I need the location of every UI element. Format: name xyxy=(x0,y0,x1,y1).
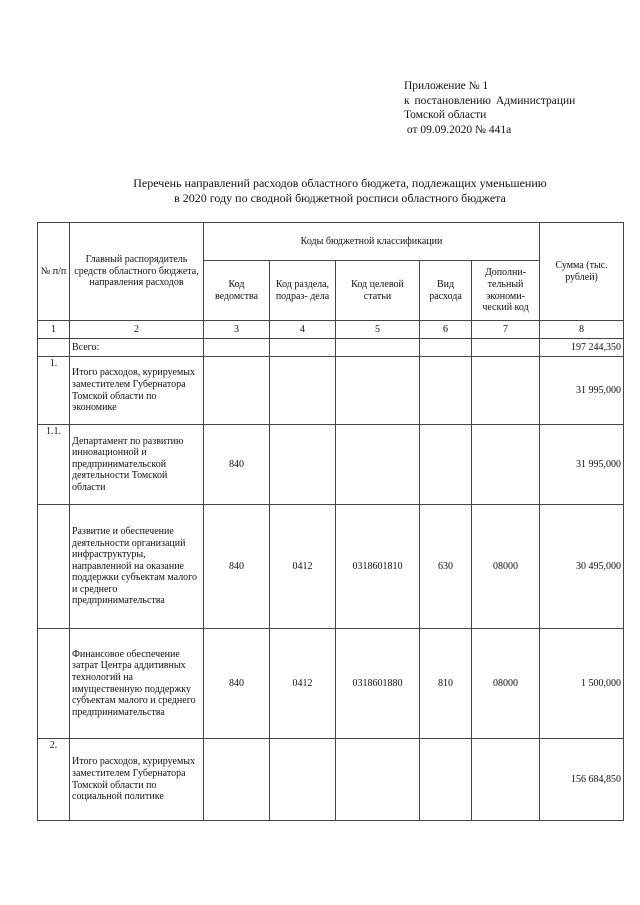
row-dept: 840 xyxy=(204,505,270,629)
header-section: Код раздела, подраз- дела xyxy=(270,261,336,321)
row-section xyxy=(270,425,336,505)
row-target xyxy=(336,357,420,425)
row-section xyxy=(270,739,336,821)
column-number-row xyxy=(38,321,624,339)
row-section: 0412 xyxy=(270,629,336,739)
header-num: № п/п xyxy=(38,223,70,321)
appendix-line: Томской области xyxy=(404,109,487,122)
empty-cell xyxy=(204,339,270,357)
row-dept xyxy=(204,357,270,425)
row-dept: 840 xyxy=(204,425,270,505)
row-extra xyxy=(472,739,540,821)
title-line: в 2020 году по сводной бюджетной росписи областного бюджета xyxy=(174,191,506,205)
appendix-block xyxy=(404,79,636,137)
title-line: Перечень направлений расходов областного бюджета, подлежащих уменьшению xyxy=(133,176,547,190)
row-kind xyxy=(420,739,472,821)
row-extra xyxy=(472,357,540,425)
row-target xyxy=(336,739,420,821)
row-sum: 31 995,000 xyxy=(540,425,624,505)
column-number: 1 xyxy=(38,321,70,339)
total-row xyxy=(38,339,624,357)
row-kind: 630 xyxy=(420,505,472,629)
row-name: Департамент по развитию инновационной и предпринимательской деятельности Томской области xyxy=(70,425,204,505)
column-number: 7 xyxy=(472,321,540,339)
row-target: 0318601880 xyxy=(336,629,420,739)
table-row xyxy=(38,357,624,425)
row-sum: 30 495,000 xyxy=(540,505,624,629)
row-dept: 840 xyxy=(204,629,270,739)
row-kind: 810 xyxy=(420,629,472,739)
column-number: 5 xyxy=(336,321,420,339)
row-name: Развитие и обеспечение деятельности организаций инфраструктуры, направленной на оказание поддержки субъектам малого и среднего предпринимательства xyxy=(70,505,204,629)
row-kind xyxy=(420,357,472,425)
empty-cell xyxy=(420,339,472,357)
appendix-line: Приложение № 1 xyxy=(404,80,489,92)
row-num xyxy=(38,505,70,629)
row-extra: 08000 xyxy=(472,505,540,629)
empty-cell xyxy=(336,339,420,357)
row-num xyxy=(38,629,70,739)
row-name: Итого расходов, курируемых заместителем Губернатора Томской области по социальной политике xyxy=(70,739,204,821)
header-dept: Код ведомства xyxy=(204,261,270,321)
appendix-line: к постановлению Администрации xyxy=(404,94,576,107)
document-title xyxy=(60,176,620,206)
row-section: 0412 xyxy=(270,505,336,629)
total-num-cell xyxy=(38,339,70,357)
total-label: Всего: xyxy=(70,339,204,357)
row-extra xyxy=(472,425,540,505)
row-sum: 156 684,850 xyxy=(540,739,624,821)
empty-cell xyxy=(270,339,336,357)
row-sum: 1 500,000 xyxy=(540,629,624,739)
header-extra: Дополни- тельный экономи- ческий код xyxy=(472,261,540,321)
header-codes: Коды бюджетной классификации xyxy=(204,223,540,261)
total-sum: 197 244,350 xyxy=(540,339,624,357)
table-row xyxy=(38,739,624,821)
expenses-table xyxy=(37,222,624,821)
table-row xyxy=(38,629,624,739)
row-num: 1.1. xyxy=(38,425,70,505)
row-kind xyxy=(420,425,472,505)
header-sum: Сумма (тыс. рублей) xyxy=(540,223,624,321)
column-number: 8 xyxy=(540,321,624,339)
row-name: Итого расходов, курируемых заместителем Губернатора Томской области по экономике xyxy=(70,357,204,425)
table-row xyxy=(38,505,624,629)
row-dept xyxy=(204,739,270,821)
row-extra: 08000 xyxy=(472,629,540,739)
row-sum: 31 995,000 xyxy=(540,357,624,425)
row-target xyxy=(336,425,420,505)
column-number: 2 xyxy=(70,321,204,339)
row-num: 1. xyxy=(38,357,70,425)
header-manager: Главный распорядитель средств областного бюджета, направления расходов xyxy=(70,223,204,321)
column-number: 4 xyxy=(270,321,336,339)
row-section xyxy=(270,357,336,425)
column-number: 3 xyxy=(204,321,270,339)
table-row xyxy=(38,425,624,505)
appendix-line: от 09.09.2020 № 441а xyxy=(404,123,512,136)
column-number: 6 xyxy=(420,321,472,339)
row-target: 0318601810 xyxy=(336,505,420,629)
row-num: 2. xyxy=(38,739,70,821)
header-kind: Вид расхода xyxy=(420,261,472,321)
empty-cell xyxy=(472,339,540,357)
row-name: Финансовое обеспечение затрат Центра аддитивных технологий на имущественную поддержку субъектам малого и среднего предпринимательства xyxy=(70,629,204,739)
header-target: Код целевой статьи xyxy=(336,261,420,321)
